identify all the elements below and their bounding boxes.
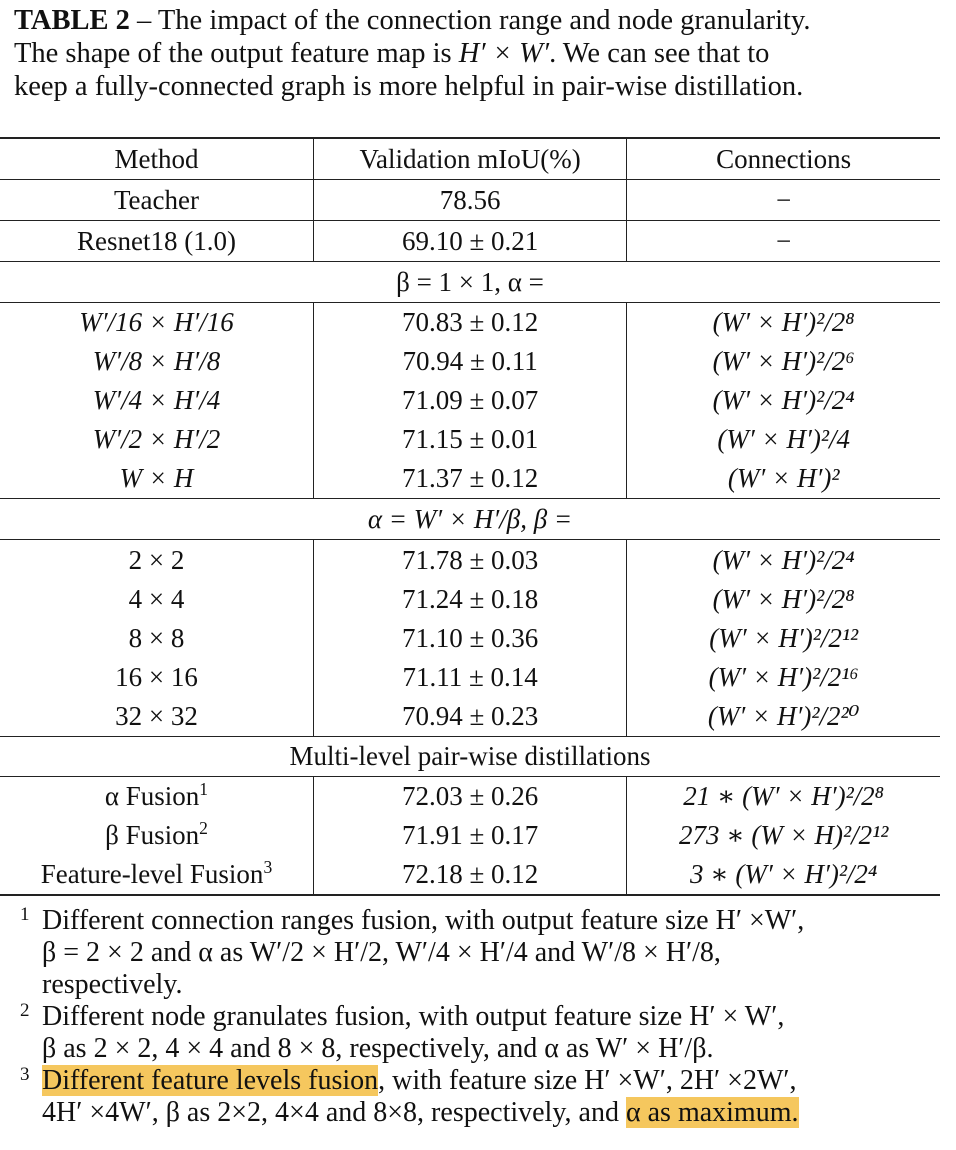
- table-row: W′/16 × H′/16 70.83 ± 0.12 (W′ × H′)²/2⁸: [0, 303, 940, 343]
- table-row: W′/8 × H′/8 70.94 ± 0.11 (W′ × H′)²/2⁶: [0, 342, 940, 381]
- footnote-ref: 2: [199, 818, 208, 838]
- table-row: Feature-level Fusion$^3$ 72.18 ± 0.12 3 ∗ (W′ × H′)²/2⁴: [0, 855, 940, 895]
- section-header-2: α = W′ × H′/β, β =: [0, 499, 940, 540]
- best-value: 71.78 ± 0.03: [313, 540, 626, 581]
- table-row: α Fusion$^1$ 72.03 ± 0.26 21 ∗ (W′ × H′)²/2⁸: [0, 777, 940, 817]
- highlight-1: Different feature levels fusion: [42, 1065, 379, 1096]
- footnotes: [20, 905, 950, 1129]
- table-row: Resnet18 (1.0) 69.10 ± 0.21 −: [0, 221, 940, 262]
- caption-line-2: The shape of the output feature map is H′ × W′. We can see that to: [14, 38, 770, 69]
- footnote-ref: 1: [199, 779, 209, 799]
- table-row: W′/4 × H′/4 71.09 ± 0.07 (W′ × H′)²/2⁴: [0, 381, 940, 420]
- header-miou: Validation mIoU(%): [313, 138, 626, 180]
- table-row: β Fusion$^2$ 71.91 ± 0.17 273 ∗ (W × H)²/2¹²: [0, 816, 940, 855]
- table-row: 2 × 2 71.78 ± 0.03 (W′ × H′)²/2⁴: [0, 540, 940, 581]
- table-caption: [14, 4, 944, 103]
- table-row: W′/2 × H′/2 71.15 ± 0.01 (W′ × H′)²/4: [0, 420, 940, 459]
- header-method: Method: [0, 138, 313, 180]
- table-row: 8 × 8 71.10 ± 0.36 (W′ × H′)²/2¹²: [0, 619, 940, 658]
- header-connections: Connections: [627, 138, 940, 180]
- table-row: W × H 71.37 ± 0.12 (W′ × H′)²: [0, 459, 940, 499]
- table-row: 32 × 32 70.94 ± 0.23 (W′ × H′)²/2²⁰: [0, 697, 940, 737]
- table-row: 16 × 16 71.11 ± 0.14 (W′ × H′)²/2¹⁶: [0, 658, 940, 697]
- section-header-1: β = 1 × 1, α =: [0, 262, 940, 303]
- highlight-2: α as maximum.: [625, 1097, 799, 1128]
- header-row: [0, 138, 940, 180]
- section-header-3: Multi-level pair-wise distillations: [0, 737, 940, 777]
- caption-line-3: keep a fully-connected graph is more helpful in pair-wise distillation.: [14, 71, 804, 102]
- footnote-2: 2 Different node granulates fusion, with output feature size H′ × W′, β as 2 × 2, 4 × 4 and 8 × 8, respectively, and α as W′ × H′/β.: [20, 1000, 785, 1064]
- caption-line-1: TABLE 2 – The impact of the connection range and node granularity.: [14, 5, 811, 36]
- footnote-ref: 3: [263, 857, 273, 877]
- table-row: Teacher 78.56 −: [0, 180, 940, 221]
- best-value: 72.18 ± 0.12: [313, 855, 626, 895]
- results-table: [0, 137, 940, 896]
- footnote-3: 3 Different feature levels fusion, with feature size H′ ×W′, 2H′ ×2W′, 4H′ ×4W′, β as 2×2, 4×4 and 8×8, respectively, and α as maximum.: [20, 1064, 799, 1128]
- caption-label: TABLE 2: [14, 5, 130, 36]
- table-row: 4 × 4 71.24 ± 0.18 (W′ × H′)²/2⁸: [0, 580, 940, 619]
- footnote-1: 1 Different connection ranges fusion, with output feature size H′ ×W′, β = 2 × 2 and α as W′/2 × H′/2, W′/4 × H′/4 and W′/8 × H′/8, respectively.: [20, 904, 805, 1000]
